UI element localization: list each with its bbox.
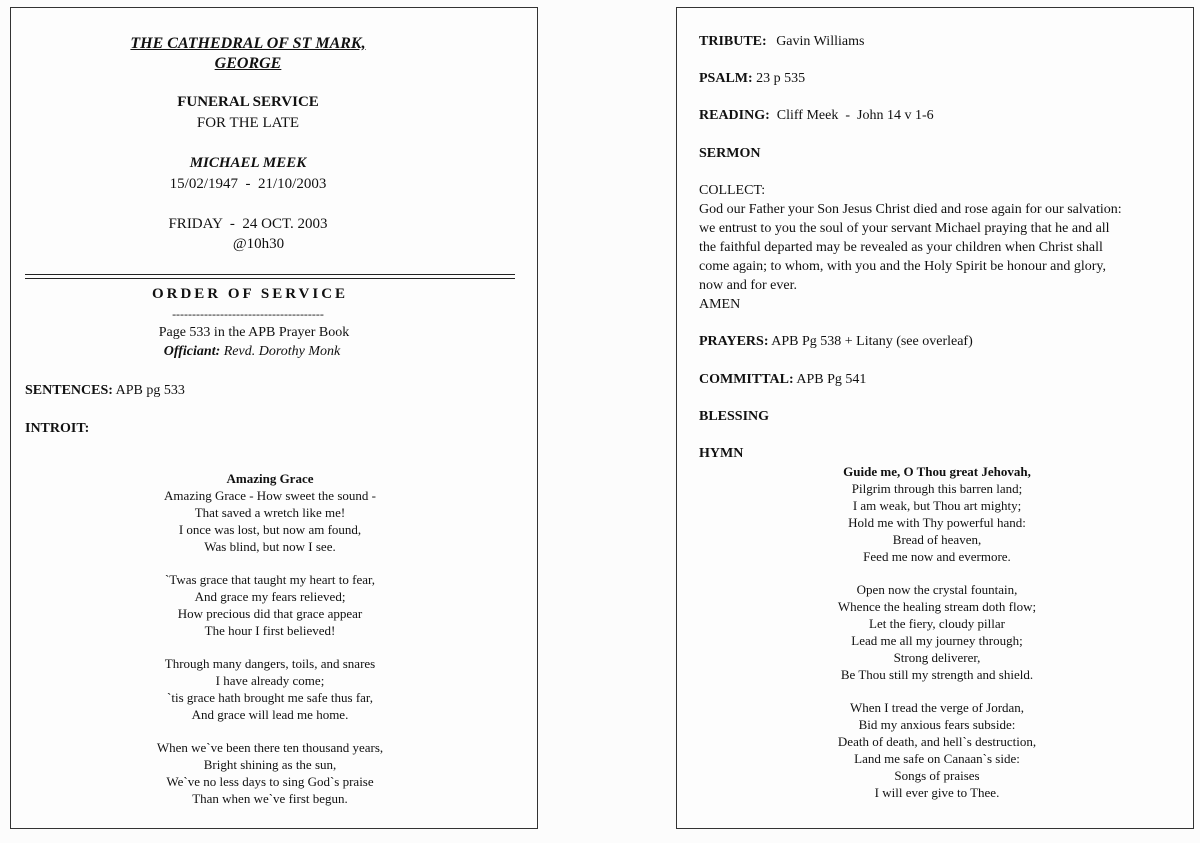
blessing-label: BLESSING: [699, 409, 770, 424]
hymn-stanza: [11, 487, 529, 555]
tribute-line: [699, 33, 864, 50]
hymn-line: I am weak, but Thou art mighty;: [852, 498, 1022, 513]
reading-value: Cliff Meek - John 14 v 1-6: [776, 108, 934, 123]
hymn-stanza: [677, 480, 1197, 565]
reading-label: READING:: [699, 108, 770, 123]
collect-line: God our Father your Son Jesus Christ died and rose again for our salvation:: [699, 202, 1122, 217]
cathedral-line-2: GEORGE: [214, 55, 282, 72]
hymn-label: HYMN: [699, 446, 744, 461]
prayer-book-reference: Page 533 in the APB Prayer Book: [158, 325, 350, 340]
committal-label: COMMITTAL:: [699, 372, 794, 387]
committal-line: [699, 371, 866, 388]
hymn-line: Bid my anxious fears subside:: [858, 717, 1016, 732]
divider-rule-bottom: [25, 278, 515, 279]
hymn-line: Feed me now and evermore.: [863, 549, 1011, 564]
cathedral-line-1: THE CATHEDRAL OF ST MARK,: [130, 35, 366, 52]
hymn-line: Was blind, but now I see.: [204, 539, 336, 554]
sentences-label: SENTENCES:: [25, 383, 113, 398]
hymn-line: Amazing Grace - How sweet the sound -: [164, 488, 376, 503]
hymn-line: Hold me with Thy powerful hand:: [848, 515, 1026, 530]
hymn-line: Lead me all my journey through;: [851, 633, 1023, 648]
guide-me-hymn: [677, 463, 1197, 817]
prayers-label: PRAYERS:: [699, 334, 769, 349]
hymn-line: The hour I first believed!: [204, 623, 336, 638]
officiant-line: [11, 343, 493, 360]
hymn-line: `Twas grace that taught my heart to fear,: [164, 572, 376, 587]
officiant-name: Revd. Dorothy Monk: [223, 344, 341, 359]
collect-line: now and for ever.: [699, 278, 797, 293]
hymn-line: That saved a wretch like me!: [194, 505, 346, 520]
hymn-title: Guide me, O Thou great Jehovah,: [843, 464, 1031, 479]
amazing-grace-hymn: [11, 470, 529, 823]
hymn-line: Whence the healing stream doth flow;: [837, 599, 1037, 614]
hymn-line: How precious did that grace appear: [177, 606, 363, 621]
hymn-title: Amazing Grace: [226, 471, 314, 486]
hymn-line: Through many dangers, toils, and snares: [164, 656, 376, 671]
hymn-line: Be Thou still my strength and shield.: [840, 667, 1034, 682]
hymn-line: And grace my fears relieved;: [194, 589, 346, 604]
left-page: [10, 7, 538, 829]
divider-rule-top: [25, 274, 515, 275]
tribute-value: Gavin Williams: [776, 34, 865, 49]
hymn-stanza: [677, 581, 1197, 683]
hymn-line: I once was lost, but now am found,: [178, 522, 362, 537]
service-date: FRIDAY - 24 OCT. 2003: [168, 216, 328, 232]
hymn-line: Pilgrim through this barren land;: [851, 481, 1023, 496]
hymn-line: When we`ve been there ten thousand years,: [156, 740, 384, 755]
hymn-stanza: [677, 699, 1197, 801]
introit-label: INTROIT:: [25, 421, 90, 436]
hymn-line: Open now the crystal fountain,: [856, 582, 1018, 597]
hymn-line: When I tread the verge of Jordan,: [849, 700, 1025, 715]
collect-prayer: [699, 200, 1122, 314]
sentences-value: APB pg 533: [115, 383, 185, 398]
hymn-line: I will ever give to Thee.: [874, 785, 1000, 800]
psalm-value: 23 p 535: [756, 71, 806, 86]
hymn-line: Let the fiery, cloudy pillar: [869, 616, 1005, 631]
committal-value: APB Pg 541: [796, 372, 867, 387]
reading-line: [699, 107, 934, 124]
psalm-line: [699, 70, 805, 87]
hymn-line: Land me safe on Canaan`s side:: [854, 751, 1020, 766]
for-the-late: FOR THE LATE: [196, 115, 300, 131]
collect-line: AMEN: [699, 297, 741, 312]
hymn-stanza: [11, 739, 529, 807]
hymn-line: We`ve no less days to sing God`s praise: [166, 774, 374, 789]
sentences-line: [25, 382, 185, 399]
hymn-line: Death of death, and hell`s destruction,: [837, 734, 1037, 749]
hymn-line: `tis grace hath brought me safe thus far,: [167, 690, 373, 705]
sermon-label: SERMON: [699, 146, 761, 161]
hymn-line: Strong deliverer,: [893, 650, 981, 665]
life-dates: 15/02/1947 - 21/10/2003: [169, 176, 327, 192]
prayers-line: [699, 333, 973, 350]
hymn-stanza: [11, 571, 529, 639]
hymn-line: And grace will lead me home.: [191, 707, 349, 722]
hymn-line: Than when we`ve first begun.: [192, 791, 348, 806]
hymn-stanza: [11, 655, 529, 723]
service-time: @10h30: [232, 236, 285, 252]
tribute-label: TRIBUTE:: [699, 34, 767, 49]
right-page: [676, 7, 1194, 829]
deceased-name: MICHAEL MEEK: [189, 155, 307, 171]
hymn-line: Songs of praises: [894, 768, 980, 783]
funeral-service-heading: FUNERAL SERVICE: [177, 94, 319, 110]
prayers-value: APB Pg 538 + Litany (see overleaf): [771, 334, 973, 349]
collect-line: come again; to whom, with you and the Holy Spirit be honour and glory,: [699, 259, 1106, 274]
dash-separator: --------------------------------------: [172, 307, 324, 321]
hymn-line: Bread of heaven,: [892, 532, 982, 547]
collect-line: we entrust to you the soul of your servant Michael praying that he and all: [699, 221, 1110, 236]
collect-line: the faithful departed may be revealed as your children when Christ shall: [699, 240, 1103, 255]
hymn-line: Bright shining as the sun,: [203, 757, 337, 772]
collect-label: COLLECT:: [699, 183, 766, 198]
psalm-label: PSALM:: [699, 71, 753, 86]
officiant-label: Officiant:: [163, 344, 221, 359]
order-of-service-heading: ORDER OF SERVICE: [151, 286, 349, 302]
hymn-line: I have already come;: [215, 673, 325, 688]
